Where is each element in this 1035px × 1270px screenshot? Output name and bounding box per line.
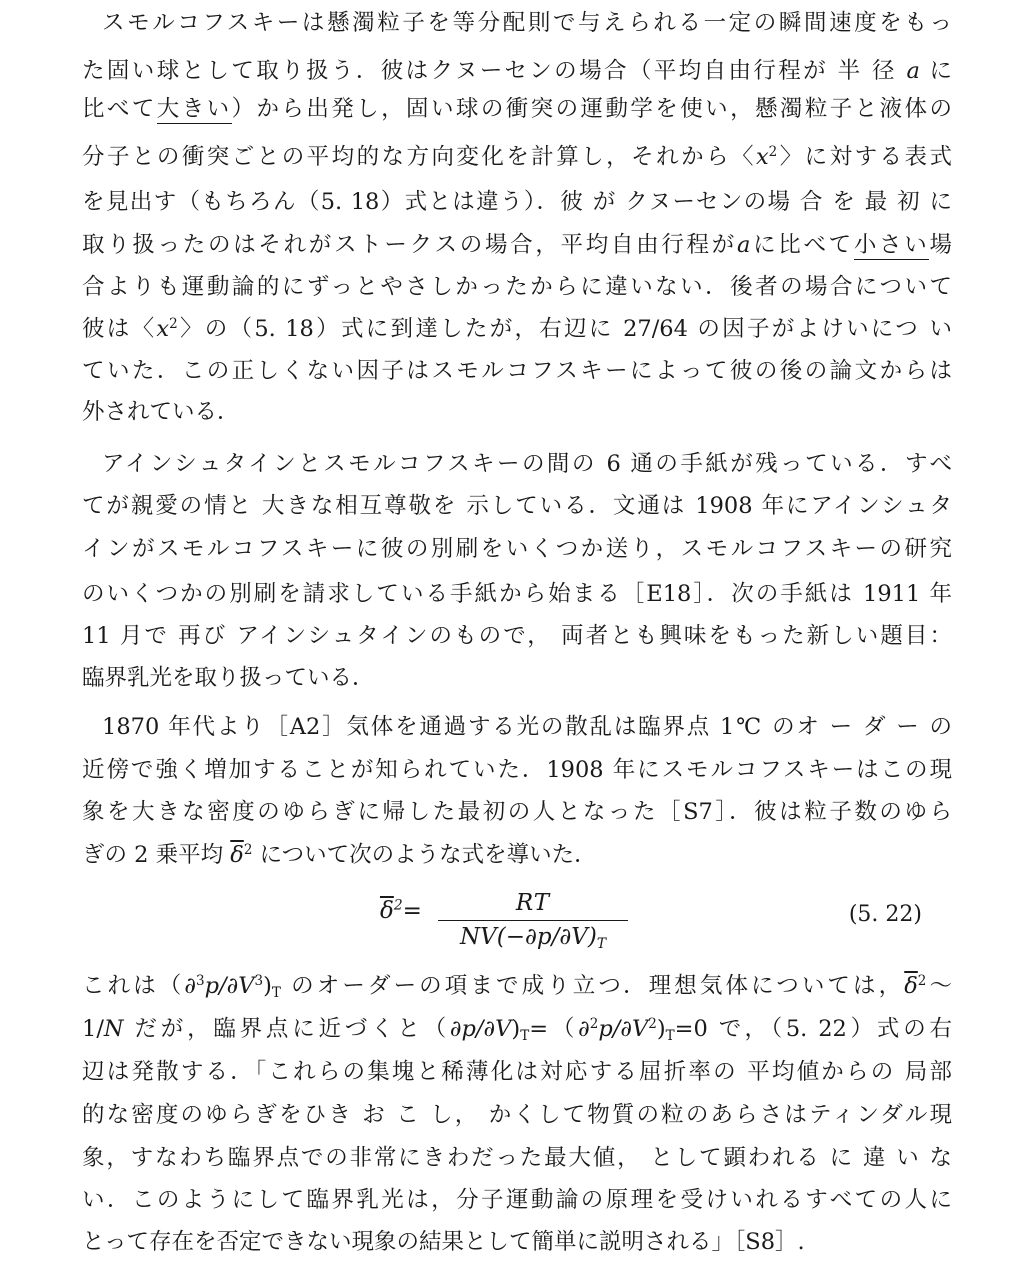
text-run: だが，臨界点に近づくと（ — [134, 1016, 450, 1042]
fraction-numerator: RT — [515, 890, 551, 916]
math-exponent: 2 — [393, 897, 403, 914]
math-exponent: 3 — [254, 972, 264, 989]
paragraph-1-line-2 — [82, 52, 952, 90]
math-exponent: 2 — [648, 1015, 657, 1032]
math-subscript: T — [596, 936, 607, 953]
math-subscript: T — [520, 1028, 530, 1045]
text-run: 〉の（5. 18）式に到達したが，右辺に 27/64 の因子がよけいにつ い — [177, 316, 952, 342]
underlined-text-ookii: 大きい — [156, 96, 232, 122]
math-expr: p/∂V — [204, 973, 255, 999]
paragraph-1-line-1: スモルコフスキーは懸濁粒子を等分配則で与えられる一定の瞬間速度をもっ — [102, 10, 952, 36]
paragraph-1-line-8 — [82, 310, 952, 348]
text-run: 〉に対する表式 — [777, 144, 952, 170]
fraction-denominator — [438, 921, 628, 953]
text-run: ) — [263, 973, 272, 999]
paragraph-1-line-5: を見出す（もちろん（5. 18）式とは違う）．彼 が クヌーセンの場 合 を 最 初 に — [82, 189, 952, 215]
paragraph-2-line-5: 11 月で 再び アインシュタインのもので， 両者とも興味をもった新しい題目： — [82, 623, 952, 649]
math-expr: p/∂V — [598, 1016, 649, 1042]
paragraph-2-line-1: アインシュタインとスモルコフスキーの間の 6 通の手紙が残っている．すべ — [102, 451, 952, 477]
text-run: に比べて — [750, 232, 854, 258]
equation-fraction — [438, 888, 628, 953]
math-delta-bar: $\overline{\delta}$ — [230, 842, 244, 868]
math-var-a: a — [736, 232, 751, 258]
paragraph-2-line-4: のいくつかの別刷を請求している手紙から始まる［E18］．次の手紙は 1911 年 — [82, 581, 952, 607]
text-run: =0 で，（5. 22）式の右 — [674, 1016, 952, 1042]
math-delta-bar: $\overline{\delta}$ — [380, 898, 394, 924]
equation-5-22 — [82, 888, 952, 958]
text-run: 比べて — [82, 96, 157, 122]
paragraph-3-line-4 — [82, 836, 952, 874]
text-run: 彼は〈 — [82, 316, 157, 342]
paragraph-4-line-2: 1/N だが，臨界点に近づくと$(\partial p/\partial V)_T=(\partial^2p/\partial V^2)_T=0$ で，（5. 22）式の右 — [82, 1015, 952, 1045]
text-run: 場 — [929, 232, 952, 258]
underlined-text-chiisai: 小さい — [853, 232, 930, 258]
math-exponent: 2 — [589, 1015, 599, 1032]
math-exponent: 2 — [917, 972, 927, 989]
paragraph-1-line-10: 外されている． — [82, 399, 240, 425]
text-run: に — [929, 58, 953, 84]
text-run: のオーダーの項まで成り立つ．理想気体については， — [291, 973, 905, 999]
math-exponent: 2 — [169, 315, 178, 332]
math-var-x: x — [156, 316, 170, 342]
math-partial: ∂ — [184, 973, 197, 999]
paragraph-2-line-3: インがスモルコフスキーに彼の別刷をいくつか送り，スモルコフスキーの研究 — [82, 536, 952, 562]
paragraph-3-line-1: 1870 年代より［A2］気体を通過する光の散乱は臨界点 1℃ のオ ー ダ ー の — [102, 714, 952, 740]
math-var-N: N — [103, 1016, 124, 1042]
equation-lhs — [380, 898, 422, 924]
math-exponent: 2 — [768, 143, 778, 160]
text-run: について次のような式を導いた． — [259, 842, 597, 868]
paragraph-4-line-6: い．このようにして臨界乳光は，分子運動論の原理を受けいれるすべての人に — [82, 1187, 952, 1213]
paragraph-2-line-2: てが親愛の情と 大きな相互尊敬を 示している．文通は 1908 年にアインシュタ — [82, 493, 952, 519]
paragraph-1-line-7: 合よりも運動論的にずっとやさしかったからに違いない．後者の場合について — [82, 274, 952, 300]
equals-sign: = — [402, 898, 422, 924]
paragraph-4-line-3: 辺は発散する．「これらの集塊と稀薄化は対応する屈折率の 平均値からの 局部 — [82, 1059, 952, 1085]
paragraph-4-line-7: とって存在を否定できない現象の結果として簡単に説明される」［S8］. — [82, 1229, 805, 1255]
math-var-a: a — [906, 58, 920, 84]
text-run: NV(−∂p/∂V) — [459, 924, 597, 950]
math-exponent: 2 — [243, 841, 253, 858]
paragraph-4-line-5: 象，すなわち臨界点での非常にきわだった最大値， として顕われる に 違 い な — [82, 1145, 952, 1171]
text-run: これは（ — [82, 973, 185, 999]
math-exponent: 3 — [196, 972, 205, 989]
text-run: た固い球として取り扱う．彼はクヌーセンの場合（平均自由行程が 半 径 — [82, 58, 897, 84]
paragraph-4-line-4: 的な密度のゆらぎをひき お こ し， かくして物質の粒のあらさはティンダル現 — [82, 1102, 952, 1128]
math-subscript: T — [665, 1028, 675, 1045]
paragraph-2-line-6: 臨界乳光を取り扱っている． — [82, 665, 375, 691]
math-delta-bar: $\overline{\delta}$ — [904, 973, 918, 999]
text-run: 1/ — [82, 1016, 104, 1042]
paragraph-4-line-1 — [82, 967, 952, 1005]
text-run: 〜 — [926, 973, 952, 999]
paragraph-3-line-2: 近傍で強く増加することが知られていた．1908 年にスモルコフスキーはこの現 — [82, 757, 952, 783]
paragraph-1-line-6 — [82, 226, 952, 264]
paragraph-1-line-3 — [82, 90, 952, 128]
text-run: ）から出発し，固い球の衝突の運動学を使い，懸濁粒子と液体の — [231, 96, 952, 122]
math-expr: ∂p/∂V — [449, 1016, 512, 1042]
equation-number: (5. 22) — [848, 902, 922, 927]
paragraph-1-line-4 — [82, 138, 952, 176]
math-var-x: x — [755, 144, 769, 170]
text-run: ぎの 2 乗平均 — [82, 842, 224, 868]
text-run: 分子との衝突ごとの平均的な方向変化を計算し，それから〈 — [82, 144, 756, 170]
paragraph-3-line-3: 象を大きな密度のゆらぎに帰した最初の人となった［S7］．彼は粒子数のゆら — [82, 799, 952, 825]
text-run: =（∂ — [529, 1016, 590, 1042]
text-run: 取り扱ったのはそれがストークスの場合，平均自由行程が — [82, 232, 737, 258]
paragraph-1-line-9: ていた．この正しくない因子はスモルコフスキーによって彼の後の論文からは — [82, 358, 952, 384]
math-subscript: T — [271, 985, 281, 1002]
